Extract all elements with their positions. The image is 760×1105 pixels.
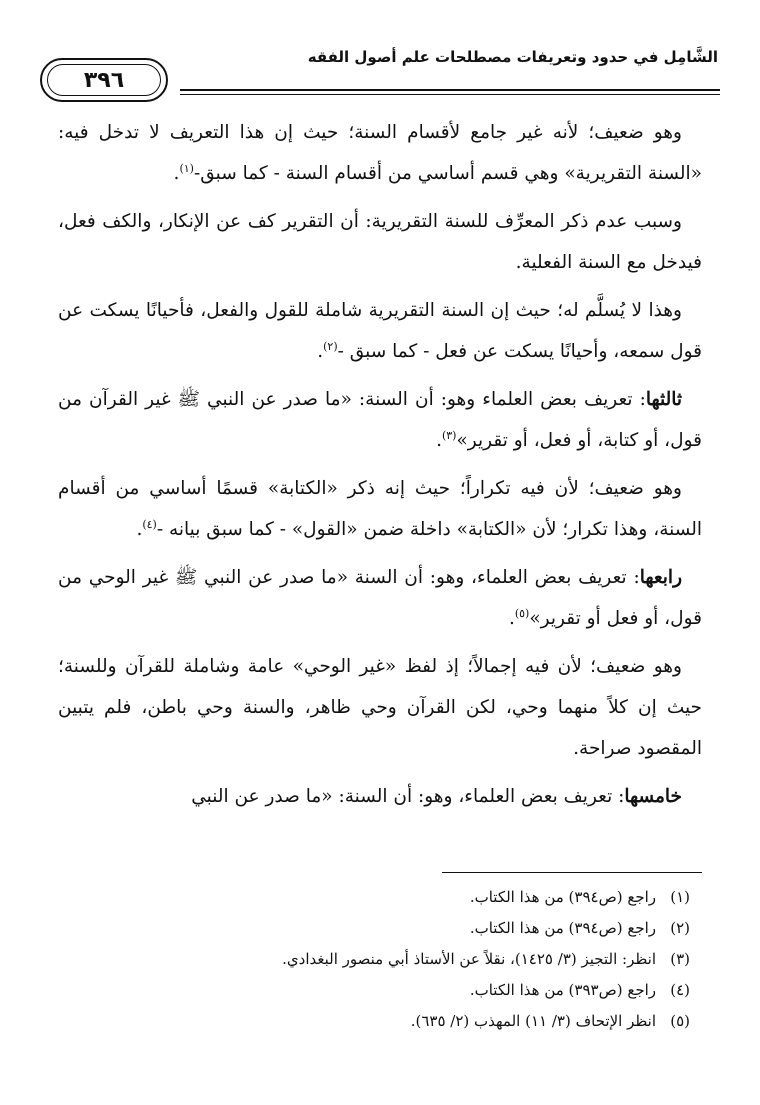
- paragraph: [58, 468, 702, 550]
- paragraph-text: وهو ضعيف؛ لأن فيه إجمالاً؛ إذ لفظ «غير الوحي» عامة وشاملة للقرآن وللسنة؛ حيث إن كلاً منهما وحي، لكن القرآن وحي ظاهر، والسنة وحي باطن، فلم يتبين المقصود صراحة.: [58, 656, 702, 759]
- footnote: [58, 1006, 690, 1037]
- paragraph: [58, 379, 702, 461]
- main-text: [58, 112, 702, 824]
- header-rule: [180, 89, 720, 91]
- footnote: [58, 944, 690, 975]
- paragraph: [58, 201, 702, 283]
- footnote-text: انظر: التجيز (٣/ ١٤٢٥)، نقلاً عن الأستاذ أبي منصور البغدادي.: [282, 950, 656, 968]
- footnote: [58, 975, 690, 1006]
- footnote-text: انظر الإتحاف (٣/ ١١) المهذب (٢/ ٦٣٥).: [410, 1012, 656, 1030]
- footnote-ref: (٢): [323, 339, 338, 353]
- footnote-number: (٤): [670, 981, 690, 999]
- footnote-ref: (٥): [514, 606, 530, 620]
- paragraph-text: : تعريف بعض العلماء، وهو: أن السنة: «ما صدر عن النبي: [191, 786, 625, 807]
- paragraph-end: .: [317, 341, 324, 362]
- paragraph-text: : تعريف بعض العلماء وهو: أن السنة: «ما صدر عن النبي ﷺ غير القرآن من قول، أو كتابة، أو فعل، أو تقرير»: [58, 389, 702, 451]
- paragraph: [58, 776, 702, 817]
- paragraph-text: وهذا لا يُسلَّم له؛ حيث إن السنة التقريرية شاملة للقول والفعل، فأحيانًا يسكت عن قول سمعه، وأحيانًا يسكت عن فعل - كما سبق -: [58, 300, 702, 362]
- footnote-number: (٣): [670, 950, 690, 968]
- footnote-number: (٥): [670, 1012, 690, 1030]
- footnotes: [58, 882, 690, 1037]
- paragraph: [58, 646, 702, 769]
- footnote-ref: (٤): [142, 517, 157, 531]
- paragraph-text: وسبب عدم ذكر المعرِّف للسنة التقريرية: أن التقرير كف عن الإنكار، والكف فعل، فيدخل مع السنة الفعلية.: [58, 211, 702, 273]
- footnote-ref: (٣): [441, 428, 457, 442]
- paragraph-end: .: [436, 430, 442, 451]
- header-rule-thin: [180, 94, 720, 95]
- footnote-text: راجع (ص٣٩٣) من هذا الكتاب.: [469, 981, 656, 999]
- footnote: [58, 882, 690, 913]
- paragraph-lead: رابعها: [639, 567, 682, 588]
- paragraph: [58, 290, 702, 372]
- running-title: الشَّامِل في حدود وتعريفات مصطلحات علم أصول الفقه: [307, 48, 718, 66]
- paragraph: [58, 557, 702, 639]
- footnote-number: (١): [670, 888, 690, 906]
- paragraph-text: : تعريف بعض العلماء، وهو: أن السنة «ما صدر عن النبي ﷺ غير الوحي من قول، أو فعل أو تقرير»: [58, 567, 702, 629]
- paragraph: [58, 112, 702, 194]
- footnote-separator: [442, 872, 702, 873]
- page-number: ٣٩٦: [40, 58, 168, 102]
- paragraph-text: وهو ضعيف؛ لأن فيه تكراراً؛ حيث إنه ذكر «الكتابة» قسمًا أساسي من أقسام السنة، وهذا تكرار؛ لأن «الكتابة» داخلة ضمن «القول» - كما سبق بيانه -: [58, 478, 702, 540]
- paragraph-end: .: [173, 163, 180, 184]
- footnote: [58, 913, 690, 944]
- page-header: [40, 38, 720, 98]
- paragraph-text: وهو ضعيف؛ لأنه غير جامع لأقسام السنة؛ حيث إن هذا التعريف لا تدخل فيه: «السنة التقريرية» وهي قسم أساسي من أقسام السنة - كما سبق-: [58, 122, 702, 184]
- footnote-text: راجع (ص٣٩٤) من هذا الكتاب.: [469, 919, 656, 937]
- paragraph-lead: ثالثها: [645, 389, 682, 410]
- footnote-text: راجع (ص٣٩٤) من هذا الكتاب.: [469, 888, 656, 906]
- paragraph-lead: خامسها: [624, 786, 682, 807]
- paragraph-end: .: [136, 519, 143, 540]
- footnote-number: (٢): [670, 919, 690, 937]
- footnote-ref: (١): [179, 161, 194, 175]
- paragraph-end: .: [508, 608, 515, 629]
